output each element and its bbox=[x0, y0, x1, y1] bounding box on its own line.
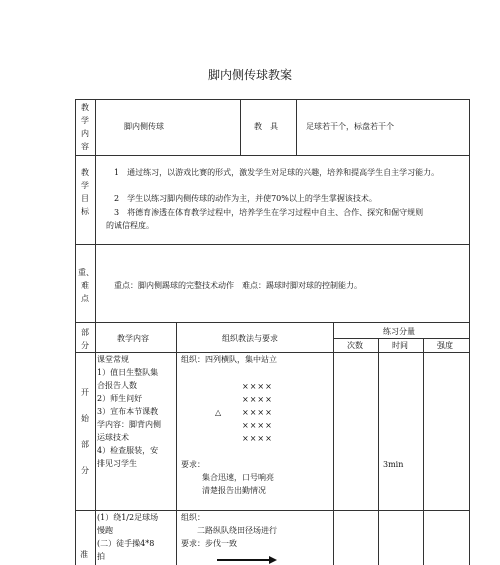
formation-row: ×××× bbox=[242, 395, 273, 404]
goal-item-3-cont: 的诚信程度。 bbox=[106, 221, 154, 230]
prep-content-line: (1）绕1/2足球场 bbox=[97, 513, 159, 522]
start-content-line: 2）师生问好 bbox=[97, 394, 143, 403]
formation-row: ×××× bbox=[242, 421, 273, 430]
prep-content-line: (二）徒手操4*8 bbox=[97, 539, 155, 548]
formation-row: ×××× bbox=[242, 382, 273, 391]
prep-method-line-2: 二路纵队绕田径场进行 bbox=[181, 526, 277, 535]
start-content-line: 运球技术 bbox=[97, 433, 129, 442]
prep-content-line: 慢跑 bbox=[97, 526, 113, 535]
row-line-content bbox=[75, 155, 470, 156]
col-divider-tools-left bbox=[240, 99, 241, 155]
section-start-part: 开始部分 bbox=[81, 388, 89, 475]
table-border-right bbox=[469, 99, 470, 565]
start-content-line: 学内容：脚背内侧 bbox=[97, 420, 161, 429]
header-key-points: 重、难点 bbox=[78, 268, 94, 303]
row-line-top bbox=[75, 99, 470, 100]
header-time: 时间 bbox=[392, 341, 408, 350]
section-prep-content bbox=[97, 511, 158, 563]
prep-method-line-1: 组织： bbox=[181, 513, 205, 522]
col-divider-method bbox=[333, 322, 334, 565]
start-content-line: 排见习学生 bbox=[97, 459, 137, 468]
key-points-value: 重点：脚内侧踢球的完整技术动作 难点：踢球时脚对球的控制能力。 bbox=[114, 281, 362, 290]
start-method-title: 组织：四列横队，集中站立 bbox=[181, 355, 277, 364]
prep-method-line-3: 要求：步伐一致 bbox=[181, 539, 237, 548]
start-content-line: 课堂常规 bbox=[97, 355, 129, 364]
header-part: 部分 bbox=[81, 328, 89, 350]
page-title: 脚内侧传球教案 bbox=[207, 68, 292, 82]
goal-item-2: 2 学生以练习脚内侧传球的动作为主，并使70%以上的学生掌握该技术。 bbox=[114, 194, 377, 203]
header-content: 教学内容 bbox=[117, 334, 149, 343]
teacher-mark: △ bbox=[215, 408, 222, 417]
start-req-label: 要求： bbox=[181, 460, 205, 469]
goal-item-3: 3 将德育渗透在体育教学过程中，培养学生在学习过程中自主、合作、探究和倔守规则 bbox=[114, 208, 424, 217]
col-divider-count bbox=[378, 338, 379, 565]
start-time: 3min bbox=[383, 460, 404, 469]
goal-item-1: 1 通过练习，以游戏比赛的形式，激发学生对足球的兴趣，培养和提高学生自主学习能力。 bbox=[114, 168, 440, 177]
row-line-key bbox=[75, 322, 470, 323]
section-start-content bbox=[97, 353, 161, 470]
col-divider-time bbox=[423, 338, 424, 565]
row-line-goals bbox=[75, 244, 470, 245]
teaching-content-value: 脚内侧传球 bbox=[124, 122, 164, 131]
formation-row: ×××× bbox=[242, 434, 273, 443]
start-req-line-1: 集合迅速，口号响亮 bbox=[202, 473, 274, 482]
tools-label: 教 具 bbox=[254, 122, 278, 131]
start-content-line: 3）宣布本节课教 bbox=[97, 407, 159, 416]
formation bbox=[242, 380, 273, 445]
direction-arrow-icon bbox=[217, 555, 277, 565]
section-prep-part: 准 bbox=[80, 550, 88, 559]
header-practice: 练习分量 bbox=[383, 327, 415, 336]
header-method: 组织教法与要求 bbox=[222, 334, 278, 343]
formation-row: ×××× bbox=[242, 408, 273, 417]
header-intensity: 强度 bbox=[437, 341, 453, 350]
prep-content-line: 拍 bbox=[97, 552, 105, 561]
header-teaching-goals: 教学目标 bbox=[81, 168, 89, 216]
table-border-left bbox=[75, 99, 76, 565]
col-divider-content bbox=[176, 322, 177, 565]
header-teaching-content: 教学内容 bbox=[81, 103, 89, 151]
start-content-line: 1）值日生整队集 bbox=[97, 368, 159, 377]
start-content-line: 4）检查服装，安 bbox=[97, 446, 159, 455]
start-content-line: 合报告人数 bbox=[97, 381, 137, 390]
tools-value: 足球若干个，标盘若干个 bbox=[306, 122, 394, 131]
col-divider-part bbox=[95, 99, 96, 565]
header-count: 次数 bbox=[347, 341, 363, 350]
start-req-line-2: 清楚报告出勤情况 bbox=[202, 486, 266, 495]
col-divider-tools-right bbox=[296, 99, 297, 155]
